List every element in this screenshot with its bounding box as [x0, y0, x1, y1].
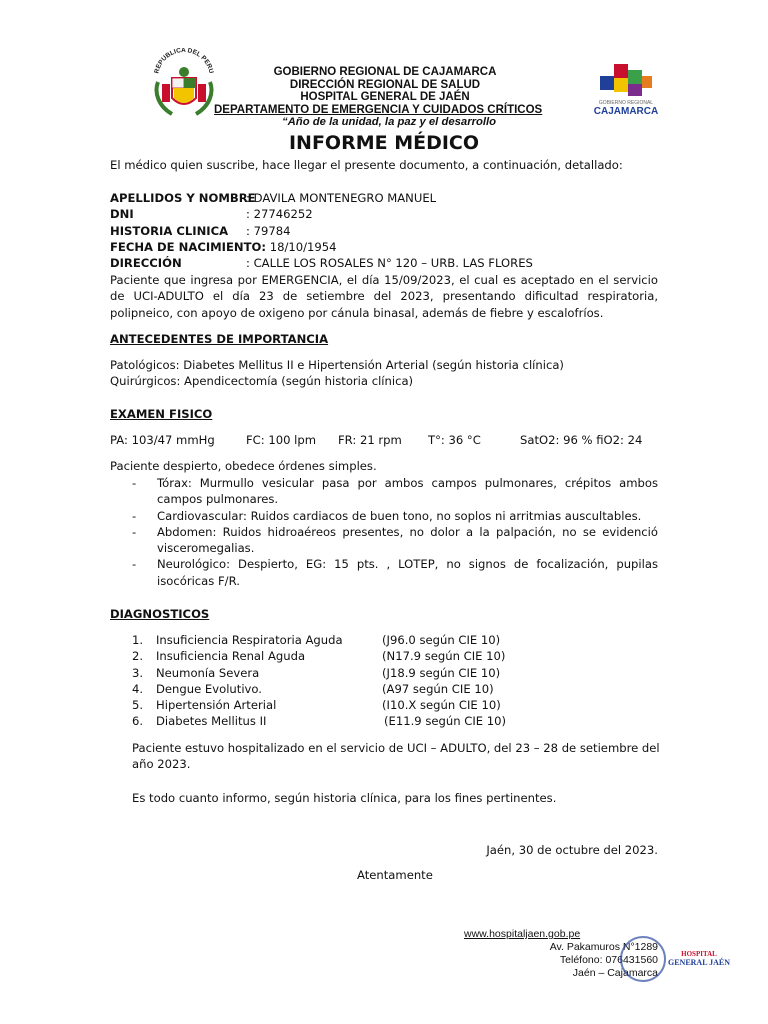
diagnosticos-heading: DIAGNOSTICOS — [110, 607, 210, 621]
admission-paragraph: Paciente que ingresa por EMERGENCIA, el día 15/09/2023, el cual es aceptado en el servicio de UCI-ADULTO el día 23 de setiembre del 2023, presentando dificultad respiratoria, polipneico, con apoyo de oxigeno por cánula binasal, además de fiebre y escalofríos. — [110, 273, 658, 320]
antecedentes-quirurgicos: Quirúrgicos: Apendicectomía (según historia clínica) — [110, 374, 414, 388]
footer-phone: Teléfono: 076431560 — [559, 954, 658, 966]
dx-number: 6. — [132, 714, 144, 729]
vital-sat: SatO2: 96 % fiO2: 24 — [520, 433, 643, 447]
dx-code: (A97 según CIE 10) — [382, 681, 494, 696]
patient-info — [110, 190, 670, 272]
examen-list — [132, 475, 658, 589]
address-label: DIRECCIÓN — [110, 256, 182, 271]
dx-name: Insuficiencia Respiratoria Aguda — [156, 633, 343, 647]
dx-number: 5. — [132, 698, 144, 713]
list-item — [132, 648, 532, 664]
hospital-jaen-logo — [664, 950, 734, 967]
dx-code: (I10.X según CIE 10) — [382, 698, 501, 713]
page-title: INFORME MÉDICO — [288, 132, 480, 154]
list-item — [132, 665, 532, 681]
dx-code: (J18.9 según CIE 10) — [382, 665, 501, 680]
dni-label: DNI — [110, 207, 134, 222]
vital-temp: T°: 36 °C — [428, 433, 481, 447]
header-line-department: DEPARTAMENTO DE EMERGENCIA Y CUIDADOS CRÍTICOS — [214, 104, 543, 116]
vital-pa: PA: 103/47 mmHg — [110, 433, 215, 447]
hospital-circle-stamp — [620, 936, 666, 982]
closing-paragraph: Es todo cuanto informo, según historia clínica, para los fines pertinentes. — [132, 791, 557, 805]
address-value: : CALLE LOS ROSALES N° 120 – URB. LAS FLORES — [246, 256, 533, 271]
exam-neurologico: Neurológico: Despierto, EG: 15 pts. , LOTEP, no signos de focalización, pupilas isocóricas F/R. — [157, 557, 658, 588]
header-line-hospital: HOSPITAL GENERAL DE JAÉN — [300, 91, 470, 103]
cajamarca-logo-small-text: GOBIERNO REGIONAL — [598, 100, 654, 106]
seal-text: REPUBLICA DEL PERU — [153, 48, 215, 75]
dx-code: (N17.9 según CIE 10) — [382, 649, 506, 664]
exam-torax: Tórax: Murmullo vesicular pasa por ambos campos pulmonares, crépitos ambos campos pulmonares. — [157, 476, 658, 507]
list-item — [132, 681, 532, 697]
header-motto: “Año de la unidad, la paz y el desarrollo — [282, 116, 497, 128]
examen-heading: EXAMEN FISICO — [110, 407, 213, 421]
clinical-history-label: HISTORIA CLINICA — [110, 223, 229, 238]
list-item — [132, 697, 532, 713]
vital-signs — [110, 432, 670, 449]
cajamarca-regional-logo — [586, 58, 666, 118]
list-item: - Cardiovascular: Ruidos cardiacos de buen tono, no soplos ni arritmias auscultables. — [132, 508, 642, 523]
birth-date-label: FECHA DE NACIMIENTO: — [110, 239, 267, 254]
dx-number: 1. — [132, 633, 144, 647]
dx-number: 4. — [132, 681, 144, 696]
examen-general: Paciente despierto, obedece órdenes simples. — [110, 459, 377, 473]
patient-name-label: APELLIDOS Y NOMBRE — [110, 191, 256, 205]
dx-name: Insuficiencia Renal Aguda — [156, 649, 306, 664]
footer-website[interactable]: www.hospitaljaen.gob.pe — [464, 928, 581, 940]
dx-name: Neumonía Severa — [156, 665, 260, 680]
hospital-logo-line2: GENERAL JAÉN — [667, 958, 730, 967]
dx-code: (J96.0 según CIE 10) — [382, 633, 501, 647]
clinical-history-value: : 79784 — [246, 223, 291, 238]
patient-name-value: : DAVILA MONTENEGRO MANUEL — [246, 191, 437, 205]
list-item — [132, 713, 532, 729]
exam-cardiovascular: Cardiovascular: Ruidos cardiacos de buen tono, no soplos ni arritmias auscultables. — [157, 508, 642, 523]
list-item: - Abdomen: Ruidos hidroaéreos presentes, no dolor a la palpación, no se evidenció visceromegalias. — [132, 524, 658, 556]
dx-number: 3. — [132, 665, 144, 680]
intro-paragraph: El médico quien suscribe, hace llegar el presente documento, a continuación, detallado: — [110, 158, 623, 172]
list-item: - Neurológico: Despierto, EG: 15 pts. , LOTEP, no signos de focalización, pupilas isocóricas F/R. — [132, 557, 658, 588]
atentamente: Atentamente — [357, 868, 433, 882]
dx-code: (E11.9 según CIE 10) — [384, 714, 507, 729]
birth-date-value: 18/10/1954 — [269, 239, 337, 254]
list-item: - Tórax: Murmullo vesicular pasa por ambos campos pulmonares, crépitos ambos campos pulmonares. — [132, 476, 658, 507]
header-line-health-direction: DIRECCIÓN REGIONAL DE SALUD — [289, 78, 481, 91]
hospitalization-paragraph: Paciente estuvo hospitalizado en el servicio de UCI – ADULTO, del 23 – 28 de setiembre del año 2023. — [132, 741, 660, 772]
document-date: Jaén, 30 de octubre del 2023. — [486, 843, 658, 857]
vital-fc: FC: 100 lpm — [246, 433, 317, 447]
dx-name: Diabetes Mellitus II — [156, 714, 267, 729]
vital-fr: FR: 21 rpm — [338, 433, 402, 447]
exam-abdomen: Abdomen: Ruidos hidroaéreos presentes, no dolor a la palpación, no se evidenció visceromegalias. — [157, 524, 658, 556]
dx-name: Dengue Evolutivo. — [156, 681, 262, 696]
footer-city: Jaén – Cajamarca — [572, 967, 658, 979]
list-item — [132, 632, 532, 648]
header-line-government: GOBIERNO REGIONAL DE CAJAMARCA — [273, 66, 497, 78]
dx-name: Hipertensión Arterial — [156, 698, 277, 713]
dx-number: 2. — [132, 649, 144, 664]
footer-address: Av. Pakamuros N°1289 — [549, 941, 658, 953]
antecedentes-heading: ANTECEDENTES DE IMPORTANCIA — [110, 332, 329, 346]
hospital-logo-line1: HOSPITAL — [681, 950, 717, 958]
diagnosticos-list — [132, 632, 532, 730]
dni-value: : 27746252 — [246, 207, 313, 222]
antecedentes-patologicos: Patológicos: Diabetes Mellitus II e Hipertensión Arterial (según historia clínica) — [110, 358, 564, 372]
cajamarca-logo-text: CAJAMARCA — [593, 106, 659, 117]
